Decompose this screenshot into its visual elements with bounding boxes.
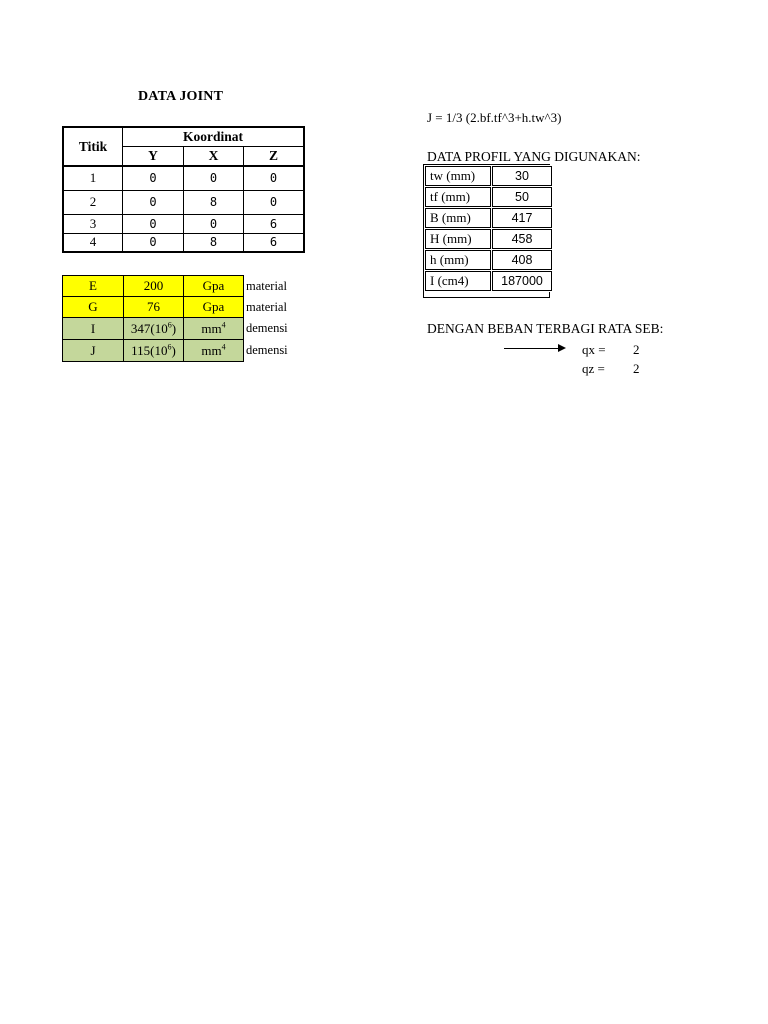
table-row (425, 187, 552, 207)
unit-cell: Gpa (184, 276, 244, 297)
value-cell (124, 340, 184, 362)
torsion-formula: J = 1/3 (2.bf.tf^3+h.tw^3) (427, 110, 562, 125)
profil-label: tf (mm) (425, 187, 491, 207)
table-row (425, 229, 552, 249)
value-base: 347(10 (130, 320, 168, 336)
note-cell: demensi (246, 343, 288, 357)
header-z: Z (244, 147, 305, 167)
z-cell: 0 (244, 190, 305, 214)
table-row (63, 233, 304, 252)
value-cell (124, 318, 184, 340)
x-cell: 0 (184, 214, 244, 233)
value-base: 115(10 (131, 342, 168, 358)
profil-label: B (mm) (425, 208, 491, 228)
table-row (425, 166, 552, 186)
value-exponent: 6 (167, 342, 172, 352)
profil-value: 30 (492, 166, 552, 186)
table-row (63, 190, 304, 214)
symbol-cell: I (63, 318, 124, 340)
header-x: X (184, 147, 244, 167)
arrow-right-icon (504, 348, 560, 349)
y-cell: 0 (123, 166, 184, 190)
profil-label: h (mm) (425, 250, 491, 270)
arrow-head-icon (558, 344, 566, 352)
symbol-cell: E (63, 276, 124, 297)
header-titik: Titik (63, 127, 123, 166)
value-cell: 76 (124, 297, 184, 318)
profil-value: 417 (492, 208, 552, 228)
qx-label: qx = (582, 342, 606, 357)
profil-title: DATA PROFIL YANG DIGUNAKAN: (427, 149, 641, 164)
value-tail: ) (171, 320, 177, 336)
joint-table (62, 126, 305, 253)
profil-value: 458 (492, 229, 552, 249)
qz-label: qz = (582, 361, 605, 376)
table-row (63, 214, 304, 233)
unit-exponent: 4 (221, 320, 226, 330)
profil-value: 408 (492, 250, 552, 270)
material-table (62, 275, 305, 362)
y-cell: 0 (123, 233, 184, 252)
unit-cell (184, 340, 244, 362)
header-y: Y (123, 147, 184, 167)
data-joint-title: DATA JOINT (138, 89, 224, 104)
value-cell: 200 (124, 276, 184, 297)
profil-label: I (cm4) (425, 271, 491, 291)
note-cell: demensi (246, 321, 288, 335)
profil-label: tw (mm) (425, 166, 491, 186)
material-row-g (63, 297, 305, 318)
value-exponent: 6 (167, 320, 172, 330)
profil-value: 50 (492, 187, 552, 207)
z-cell: 6 (244, 233, 305, 252)
note-cell: material (246, 299, 287, 314)
x-cell: 8 (184, 233, 244, 252)
beban-title: DENGAN BEBAN TERBAGI RATA SEB: (427, 321, 664, 336)
qz-value: 2 (633, 361, 640, 376)
material-row-i (63, 318, 305, 340)
material-row-e (63, 276, 305, 297)
y-cell: 0 (123, 190, 184, 214)
z-cell: 6 (244, 214, 305, 233)
material-row-j (63, 340, 305, 362)
titik-cell: 2 (63, 190, 123, 214)
titik-cell: 3 (63, 214, 123, 233)
profil-label: H (mm) (425, 229, 491, 249)
header-koordinat: Koordinat (123, 127, 305, 147)
profil-table (424, 165, 553, 292)
table-row (425, 208, 552, 228)
x-cell: 0 (184, 166, 244, 190)
z-cell: 0 (244, 166, 305, 190)
table-row (425, 250, 552, 270)
table-row (63, 166, 304, 190)
symbol-cell: J (63, 340, 124, 362)
titik-cell: 4 (63, 233, 123, 252)
y-cell: 0 (123, 214, 184, 233)
unit-exponent: 4 (221, 342, 226, 352)
x-cell: 8 (184, 190, 244, 214)
qx-value: 2 (633, 342, 640, 357)
unit-cell: Gpa (184, 297, 244, 318)
symbol-cell: G (63, 297, 124, 318)
table-row (425, 271, 552, 291)
titik-cell: 1 (63, 166, 123, 190)
unit-base: mm (201, 320, 222, 336)
unit-cell (184, 318, 244, 340)
unit-base: mm (201, 342, 222, 358)
profil-value: 187000 (492, 271, 552, 291)
value-tail: ) (171, 342, 176, 358)
note-cell: material (246, 278, 287, 293)
